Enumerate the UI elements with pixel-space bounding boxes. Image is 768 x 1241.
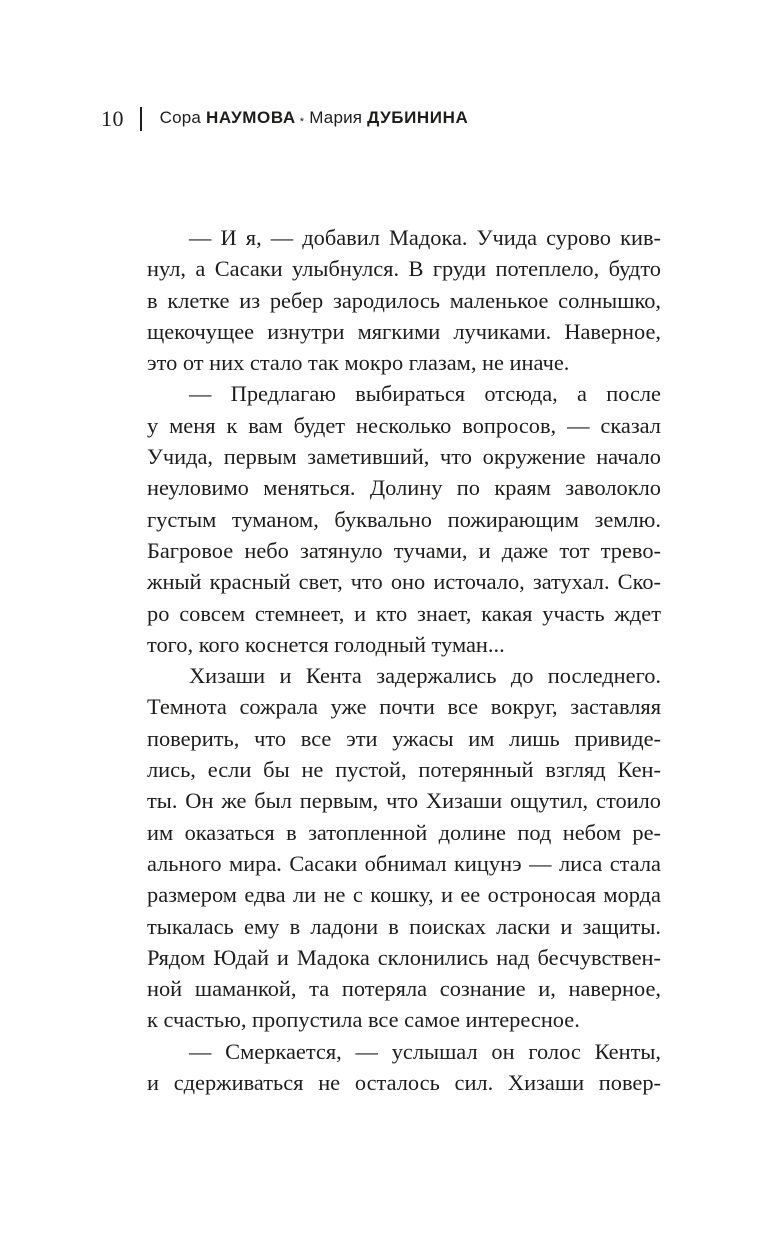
- text-line: густым туманом, буквально пожирающим землю.: [147, 506, 661, 532]
- text-line: это от них стало так мокро глазам, не иначе.: [147, 350, 570, 376]
- text-line: щекочущее изнутри мягкими лучиками. Наверное,: [147, 318, 661, 344]
- header-divider: [140, 107, 142, 131]
- text-line: ной шаманкой, та потеряла сознание и, наверное,: [147, 976, 661, 1002]
- text-line: к счастью, пропустила все самое интересное.: [147, 1007, 580, 1033]
- text-line: Учида, первым заметивший, что окружение начало: [147, 444, 661, 470]
- text-line: ты. Он же был первым, что Хизаши ощутил, стоило: [147, 788, 661, 814]
- author2-first-name: Мария: [309, 108, 363, 127]
- text-line: тыкалась ему в ладони в поисках ласки и защиты.: [147, 913, 661, 939]
- author2-last-name: ДУБИНИНА: [367, 108, 469, 127]
- running-header: [101, 104, 468, 134]
- text-line: — Смеркается, — услышал он голос Кенты,: [189, 1038, 661, 1064]
- author1-last-name: НАУМОВА: [205, 108, 296, 127]
- text-line: — И я, — добавил Мадока. Учида сурово кив-: [189, 225, 661, 250]
- text-line: Темнота сожрала уже почти все вокруг, заставляя: [147, 694, 661, 720]
- text-line: нул, а Сасаки улыбнулся. В груди потеплело, будто: [147, 256, 661, 282]
- text-line: в клетке из ребер зародилось маленькое солнышко,: [147, 287, 661, 313]
- author-names: [160, 103, 469, 135]
- text-line: — Предлагаю выбираться отсюда, а после: [189, 381, 661, 407]
- text-line: жный красный свет, что оно источало, затухал. Ско-: [147, 569, 661, 595]
- body-text: [147, 222, 661, 1098]
- author1-first-name: Сора: [159, 108, 202, 127]
- text-line: поверить, что все эти ужасы им лишь привиде-: [147, 725, 661, 751]
- page-number: 10: [101, 106, 124, 131]
- text-line: того, кого коснется голодный туман...: [147, 631, 505, 657]
- text-line: Багровое небо затянуло тучами, и даже тот трево-: [147, 537, 661, 563]
- text-line: размером едва ли не с кошку, и ее остроносая морда: [147, 882, 661, 908]
- text-line: Рядом Юдай и Мадока склонились над бесчувствен-: [147, 944, 661, 970]
- text-line: лись, если бы не пустой, потерянный взгляд Кен-: [147, 757, 661, 783]
- text-line: ального мира. Сасаки обнимал кицунэ — лиса стала: [147, 850, 661, 876]
- text-line: им оказаться в затопленной долине под небом ре-: [147, 819, 661, 845]
- text-line: ро совсем стемнеет, и кто знает, какая участь ждет: [147, 600, 661, 626]
- text-line: и сдерживаться не осталось сил. Хизаши повер-: [147, 1070, 661, 1096]
- text-line: неуловимо меняться. Долину по краям заволокло: [147, 475, 661, 501]
- text-line: Хизаши и Кента задержались до последнего.: [189, 663, 661, 689]
- author-separator-star: *: [299, 116, 305, 128]
- text-line: у меня к вам будет несколько вопросов, — сказал: [147, 412, 661, 438]
